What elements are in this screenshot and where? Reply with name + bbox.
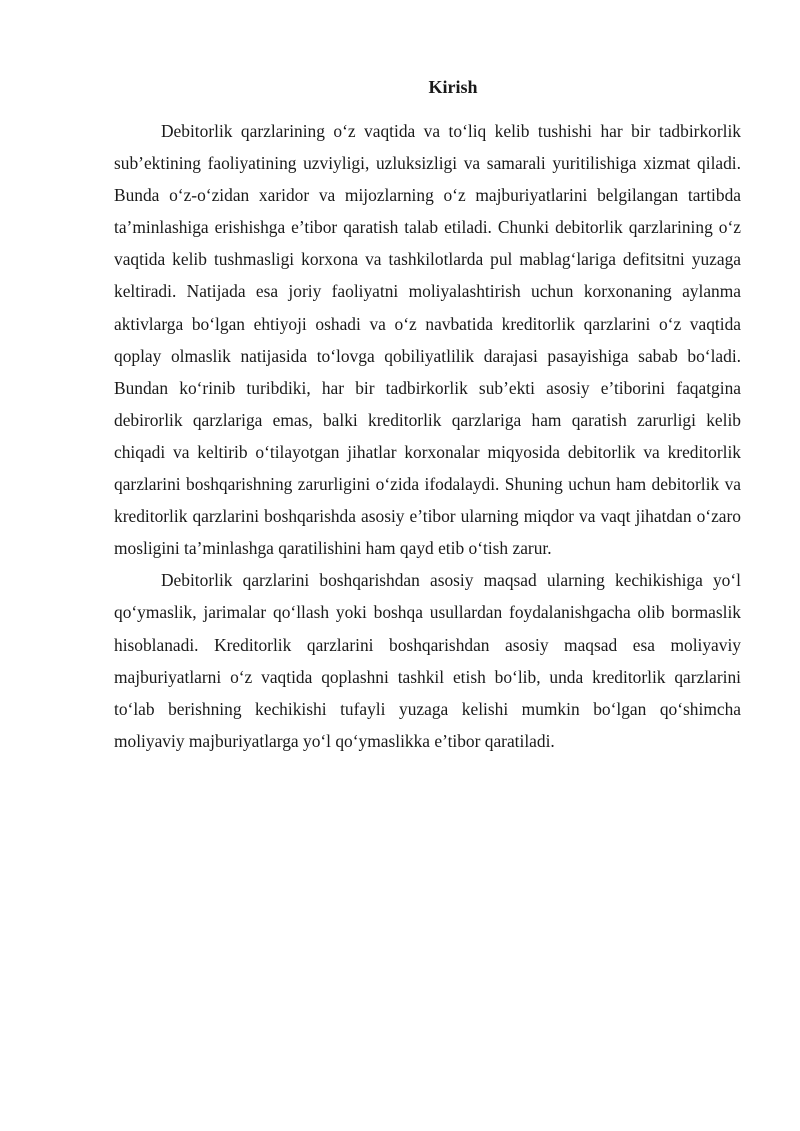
document-body bbox=[114, 115, 741, 757]
paragraph-1: Debitorlik qarzlarining o‘z vaqtida va to‘liq kelib tushishi har bir tadbirkorlik sub’ektining faoliyatining uzviyligi, uzluksizligi va samarali yuritilishiga xizmat qiladi. Bunda o‘z-o‘zidan xaridor va mijozlarning o‘z majburiyatlarini belgilangan tartibda ta’minlashiga erishishga e’tibor qaratish talab etiladi. Chunki debitorlik qarzlarining o‘z vaqtida kelib tushmasligi korxona va tashkilotlarda pul mablag‘lariga defitsitni yuzaga keltiradi. Natijada esa joriy faoliyatni moliyalashtirish uchun korxonaning aylanma aktivlarga bo‘lgan ehtiyoji oshadi va o‘z navbatida kreditorlik qarzlarini o‘z vaqtida qoplay olmaslik natijasida to‘lovga qobiliyatlilik darajasi pasayishiga sabab bo‘ladi. Bundan ko‘rinib turibdiki, har bir tadbirkorlik sub’ekti asosiy e’tiborini faqatgina debirorlik qarzlariga emas, balki kreditorlik qarzlariga ham qaratish zarurligi kelib chiqadi va keltirib o‘tilayotgan jihatlar korxonalar miqyosida debitorlik va kreditorlik qarzlarini boshqarishning zarurligini o‘zida ifodalaydi. Shuning uchun ham debitorlik va kreditorlik qarzlarini boshqarishda asosiy e’tibor ularning miqdor va vaqt jihatdan o‘zaro mosligini ta’minlashga qaratilishini ham qayd etib o‘tish zarur. bbox=[114, 121, 741, 559]
paragraph-2: Debitorlik qarzlarini boshqarishdan asosiy maqsad ularning kechikishiga yo‘l qo‘ymaslik, jarimalar qo‘llash yoki boshqa usullardan foydalanishgacha olib bormaslik hisoblanadi. Kreditorlik qarzlarini boshqarishdan asosiy maqsad esa moliyaviy majburiyatlarni o‘z vaqtida qoplashni tashkil etish bo‘lib, unda kreditorlik qarzlarini to‘lab berishning kechikishi tufayli yuzaga kelishi mumkin bo‘lgan qo‘shimcha moliyaviy majburiyatlarga yo‘l qo‘ymaslikka e’tibor qaratiladi. bbox=[114, 570, 741, 751]
page-title: Kirish bbox=[428, 77, 478, 97]
